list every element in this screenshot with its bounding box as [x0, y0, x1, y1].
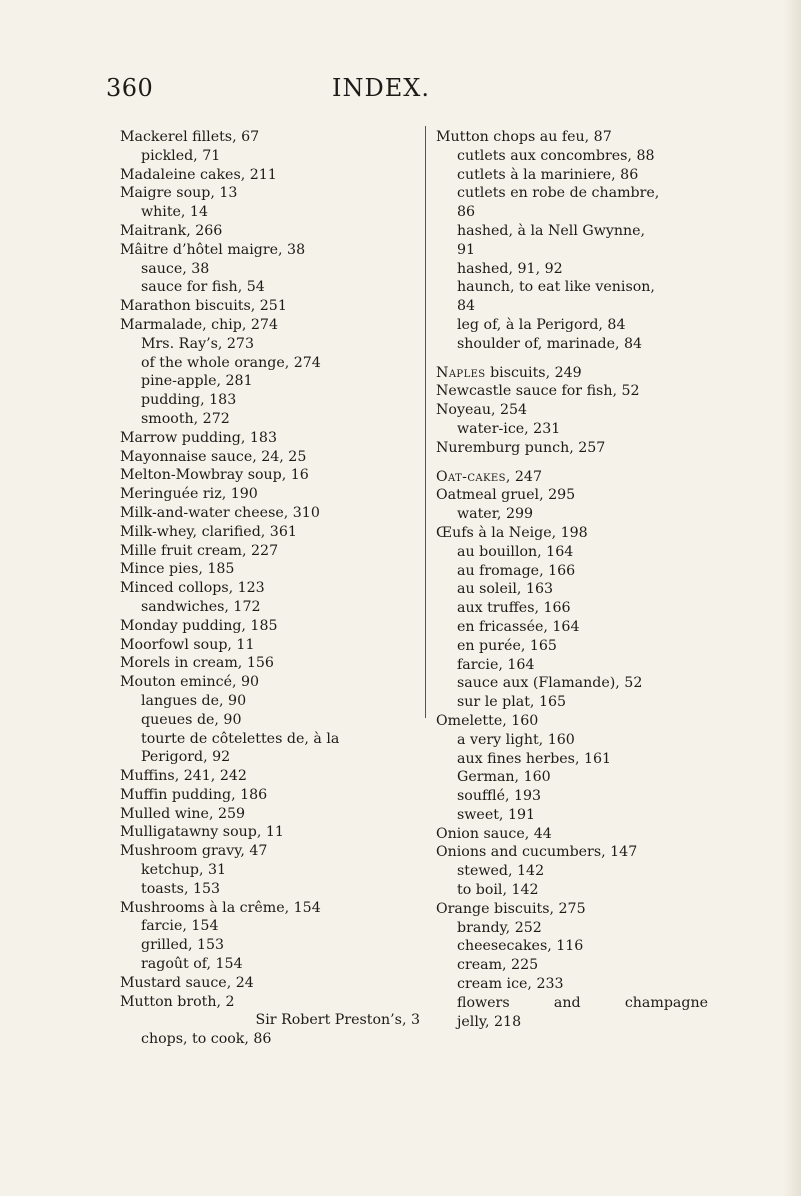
index-entry: Mutton broth, 2 — [120, 993, 235, 1010]
index-entry: au fromage, 166 — [457, 562, 576, 579]
index-entry: soufflé, 193 — [457, 788, 542, 805]
index-entry: Mayonnaise sauce, 24, 25 — [120, 448, 307, 465]
index-entry: Mulligatawny soup, 11 — [120, 824, 284, 841]
index-entry: cheesecakes, 116 — [457, 938, 584, 955]
index-entry: Maigre soup, 13 — [120, 185, 238, 202]
index-entry: brandy, 252 — [457, 919, 542, 936]
index-entry: Oat-cakes, 247 — [436, 468, 542, 485]
index-entry: Nuremburg punch, 257 — [436, 439, 606, 456]
index-entry: en purée, 165 — [457, 637, 557, 654]
index-entry: a very light, 160 — [457, 731, 575, 748]
index-entry: Meringuée riz, 190 — [120, 486, 258, 503]
index-entry: tourte de côtelettes de, à la — [141, 730, 340, 747]
index-entry: Omelette, 160 — [436, 712, 539, 729]
index-column-right — [436, 128, 708, 1031]
index-entry: Maitrank, 266 — [120, 222, 223, 239]
index-entry: leg of, à la Perigord, 84 — [457, 316, 626, 333]
index-entry: stewed, 142 — [457, 863, 545, 880]
index-entry: sur le plat, 165 — [457, 694, 567, 711]
index-entry: Mustard sauce, 24 — [120, 974, 254, 991]
index-entry: Oatmeal gruel, 295 — [436, 487, 576, 504]
index-entry: Marrow pudding, 183 — [120, 429, 277, 446]
index-entry: Mrs. Ray’s, 273 — [141, 335, 254, 352]
index-entry: Mince pies, 185 — [120, 561, 235, 578]
running-head-title: INDEX. — [332, 74, 430, 102]
index-entry: Sir Robert Preston’s, 3 — [255, 1012, 420, 1029]
index-entry: chops, to cook, 86 — [141, 1031, 272, 1048]
index-entry: 91 — [457, 241, 476, 258]
index-entry: farcie, 164 — [457, 656, 535, 673]
index-entry: Onions and cucumbers, 147 — [436, 844, 638, 861]
index-entry: cutlets à la mariniere, 86 — [457, 166, 639, 183]
index-entry: aux truffes, 166 — [457, 600, 571, 617]
index-entry: Naples biscuits, 249 — [436, 364, 582, 381]
index-entry: ragoût of, 154 — [141, 956, 243, 973]
index-entry: au soleil, 163 — [457, 581, 554, 598]
index-entry: Marmalade, chip, 274 — [120, 316, 278, 333]
index-entry: white, 14 — [141, 204, 208, 221]
column-divider-rule — [425, 126, 426, 718]
index-entry: Perigord, 92 — [141, 749, 231, 766]
index-entry: Mutton chops au feu, 87 — [436, 129, 612, 145]
index-entry: aux fines herbes, 161 — [457, 750, 612, 767]
index-entry: pickled, 71 — [141, 147, 221, 164]
page-header — [106, 74, 654, 106]
index-entry: Minced collops, 123 — [120, 580, 265, 597]
index-entry: flowers and champagne — [457, 994, 708, 1011]
index-entry: langues de, 90 — [141, 692, 247, 709]
index-entry: au bouillon, 164 — [457, 543, 574, 560]
index-entry: Milk-and-water cheese, 310 — [120, 504, 320, 521]
index-entry: grilled, 153 — [141, 937, 225, 954]
index-entry: cream ice, 233 — [457, 976, 564, 993]
index-entry: farcie, 154 — [141, 918, 219, 935]
index-entry: Monday pudding, 185 — [120, 617, 278, 634]
index-entry: Madaleine cakes, 211 — [120, 166, 277, 183]
small-caps-lead: Naples — [436, 364, 486, 381]
index-entry: sauce, 38 — [141, 260, 210, 277]
index-entry: sandwiches, 172 — [141, 598, 261, 615]
index-entry: sauce for fish, 54 — [141, 279, 265, 296]
index-entry: toasts, 153 — [141, 880, 221, 897]
index-entry: Mulled wine, 259 — [120, 805, 246, 822]
index-entry: Melton-Mowbray soup, 16 — [120, 467, 309, 484]
index-entry: German, 160 — [457, 769, 551, 786]
index-entry: 84 — [457, 298, 476, 315]
index-entry: Marathon biscuits, 251 — [120, 298, 287, 315]
index-entry: Muffin pudding, 186 — [120, 786, 268, 803]
index-entry: Mackerel fillets, 67 — [120, 129, 260, 145]
index-entry: Noyeau, 254 — [436, 402, 528, 419]
index-entry: Orange biscuits, 275 — [436, 900, 586, 917]
index-entry: ketchup, 31 — [141, 862, 227, 879]
index-entry: cutlets aux concombres, 88 — [457, 147, 655, 164]
index-entry: pine-apple, 281 — [141, 373, 253, 390]
index-entry: hashed, 91, 92 — [457, 260, 563, 277]
page-number: 360 — [106, 74, 154, 102]
index-entry: to boil, 142 — [457, 882, 539, 899]
index-entry: Newcastle sauce for fish, 52 — [436, 383, 640, 400]
index-column-left — [120, 128, 420, 1049]
index-entry: Milk-whey, clarified, 361 — [120, 523, 297, 540]
index-entry: of the whole orange, 274 — [141, 354, 321, 371]
index-entry: hashed, à la Nell Gwynne, — [457, 222, 646, 239]
index-entry: cutlets en robe de chambre, — [457, 185, 660, 202]
index-entry: Œufs à la Neige, 198 — [436, 524, 588, 541]
index-entry: Mouton emincé, 90 — [120, 674, 260, 691]
index-entry: Mushroom gravy, 47 — [120, 843, 268, 860]
index-entry: smooth, 272 — [141, 410, 230, 427]
index-entry: queues de, 90 — [141, 711, 242, 728]
index-entry: cream, 225 — [457, 957, 539, 974]
index-entry: Muffins, 241, 242 — [120, 768, 247, 785]
index-entry: Onion sauce, 44 — [436, 825, 552, 842]
index-entry: shoulder of, marinade, 84 — [457, 335, 643, 352]
index-entry: 86 — [457, 204, 476, 221]
index-entry: Mâitre d’hôtel maigre, 38 — [120, 241, 306, 258]
index-entry: pudding, 183 — [141, 392, 237, 409]
small-caps-lead: Oat-cakes — [436, 468, 506, 485]
page-edge-shadow — [783, 0, 801, 1196]
index-entry: haunch, to eat like venison, — [457, 279, 655, 296]
index-entry: sweet, 191 — [457, 806, 536, 823]
index-entry: sauce aux (Flamande), 52 — [457, 675, 643, 692]
index-entry: water, 299 — [457, 506, 534, 523]
index-entry: Moorfowl soup, 11 — [120, 636, 255, 653]
index-entry: en fricassée, 164 — [457, 618, 580, 635]
index-entry: Morels in cream, 156 — [120, 655, 274, 672]
index-entry: water-ice, 231 — [457, 420, 561, 437]
index-entry: Mushrooms à la crême, 154 — [120, 899, 321, 916]
index-entry: jelly, 218 — [457, 1013, 522, 1030]
index-entry: Mille fruit cream, 227 — [120, 542, 279, 559]
